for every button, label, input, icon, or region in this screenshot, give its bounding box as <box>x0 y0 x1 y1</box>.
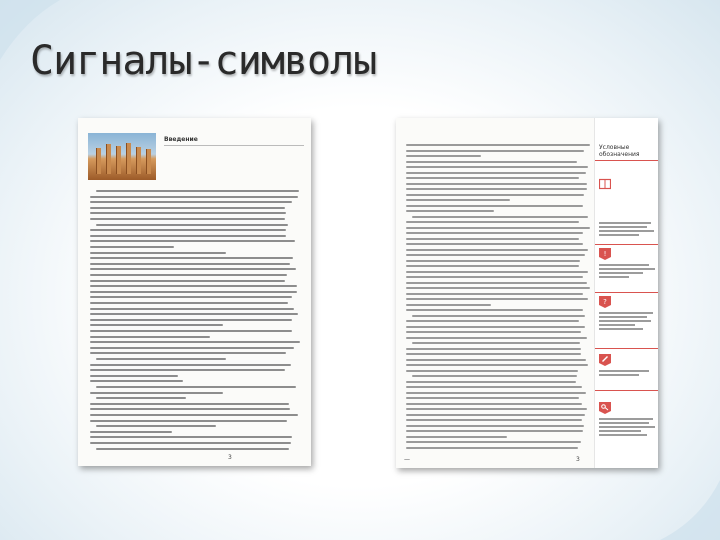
text-line <box>406 210 494 212</box>
text-line <box>90 291 297 293</box>
book-icon-description <box>599 222 655 238</box>
text-line <box>90 207 285 209</box>
text-line <box>96 448 289 450</box>
svg-text:!: ! <box>603 250 607 258</box>
text-line <box>406 177 579 179</box>
legend-divider <box>595 244 658 245</box>
text-line <box>90 268 296 270</box>
textbook-page-left <box>78 118 311 466</box>
text-line <box>406 386 582 388</box>
legend-heading <box>599 144 640 158</box>
text-line <box>90 280 285 282</box>
text-line <box>406 254 585 256</box>
text-line <box>406 304 491 306</box>
text-line <box>406 249 588 251</box>
text-line <box>406 381 576 383</box>
question-flag-icon <box>599 296 611 308</box>
page-number: 3 <box>228 454 232 461</box>
text-line <box>406 161 577 163</box>
text-line <box>406 183 587 185</box>
text-line <box>406 441 581 443</box>
text-line <box>406 397 579 399</box>
legend-heading-line1: Условные <box>599 144 630 151</box>
text-line <box>406 447 578 449</box>
text-line <box>90 263 290 265</box>
text-line <box>406 260 580 262</box>
temple-ruins-photo <box>88 133 156 180</box>
text-line <box>412 375 577 377</box>
text-line <box>96 386 296 388</box>
text-line <box>406 298 588 300</box>
text-line <box>406 419 582 421</box>
text-line <box>406 271 588 273</box>
text-line <box>406 436 507 438</box>
text-line <box>406 403 582 405</box>
section-heading: Введение <box>164 136 198 143</box>
text-line <box>96 425 216 427</box>
text-line <box>406 430 583 432</box>
page-number: 3 <box>576 456 580 463</box>
text-line <box>90 196 298 198</box>
text-line <box>90 274 287 276</box>
text-line <box>90 369 285 371</box>
text-line <box>90 257 293 259</box>
text-line <box>90 403 289 405</box>
text-line <box>90 218 285 220</box>
text-line <box>90 319 292 321</box>
pen-flag-icon <box>599 354 611 366</box>
slide-title: Сигналы-символы <box>30 38 377 84</box>
text-line <box>406 205 583 207</box>
svg-text:?: ? <box>603 298 607 306</box>
text-line <box>406 172 586 174</box>
text-line <box>90 347 294 349</box>
text-line <box>406 392 586 394</box>
text-line <box>406 188 587 190</box>
pen-icon-description <box>599 370 655 378</box>
text-line <box>90 420 287 422</box>
text-line <box>406 150 584 152</box>
text-line <box>406 243 583 245</box>
question-icon-description <box>599 312 655 332</box>
text-line <box>90 235 286 237</box>
text-line <box>90 229 286 231</box>
text-line <box>90 414 298 416</box>
text-line <box>406 309 583 311</box>
text-line <box>90 336 210 338</box>
text-line <box>90 431 172 433</box>
text-line <box>90 392 223 394</box>
text-line <box>90 324 223 326</box>
text-line <box>90 375 178 377</box>
text-line <box>406 370 578 372</box>
text-line <box>406 282 587 284</box>
text-line <box>96 190 299 192</box>
text-line <box>412 342 580 344</box>
legend-divider <box>595 292 658 293</box>
legend-divider <box>595 390 658 391</box>
legend-heading-line2: обозначения <box>599 151 640 158</box>
text-line <box>90 330 292 332</box>
text-line <box>406 408 587 410</box>
text-line <box>90 302 288 304</box>
text-line <box>406 337 587 339</box>
text-line <box>90 352 286 354</box>
textbook-page-right <box>396 118 658 468</box>
text-line <box>90 408 290 410</box>
text-line <box>406 425 584 427</box>
text-line <box>90 442 291 444</box>
text-line <box>90 341 300 343</box>
text-line <box>90 296 292 298</box>
text-line <box>406 414 585 416</box>
text-line <box>406 320 579 322</box>
text-line <box>406 359 586 361</box>
legend-divider <box>595 348 658 349</box>
text-line <box>90 308 294 310</box>
text-line <box>412 216 588 218</box>
text-line <box>406 166 588 168</box>
text-line <box>406 293 583 295</box>
text-line <box>406 194 584 196</box>
text-line <box>406 232 583 234</box>
text-line <box>406 144 590 146</box>
text-line <box>406 155 481 157</box>
text-line <box>90 285 297 287</box>
text-line <box>406 287 590 289</box>
text-line <box>90 313 298 315</box>
text-line <box>406 353 581 355</box>
text-line <box>412 315 585 317</box>
key-flag-icon <box>599 402 611 414</box>
legend-divider <box>595 160 658 161</box>
text-line <box>90 240 295 242</box>
text-line <box>406 227 590 229</box>
text-line <box>406 238 579 240</box>
book-icon <box>599 178 611 190</box>
text-line <box>96 397 186 399</box>
text-line <box>90 364 291 366</box>
text-line <box>406 326 585 328</box>
text-line <box>406 331 581 333</box>
legend-sidebar <box>594 118 658 468</box>
page-marker: — <box>404 456 410 463</box>
text-line <box>90 246 174 248</box>
text-line <box>406 348 581 350</box>
text-line <box>90 212 286 214</box>
text-line <box>406 364 588 366</box>
text-line <box>406 276 583 278</box>
exclamation-flag-icon <box>599 248 611 260</box>
text-line <box>90 252 226 254</box>
exclamation-icon-description <box>599 264 655 280</box>
text-line <box>90 436 292 438</box>
text-line <box>90 201 292 203</box>
text-line <box>96 358 226 360</box>
text-line <box>90 380 183 382</box>
text-line <box>406 221 579 223</box>
text-line <box>406 265 579 267</box>
text-line <box>406 199 510 201</box>
key-icon-description <box>599 418 655 438</box>
heading-rule <box>164 145 304 146</box>
text-line <box>96 224 288 226</box>
